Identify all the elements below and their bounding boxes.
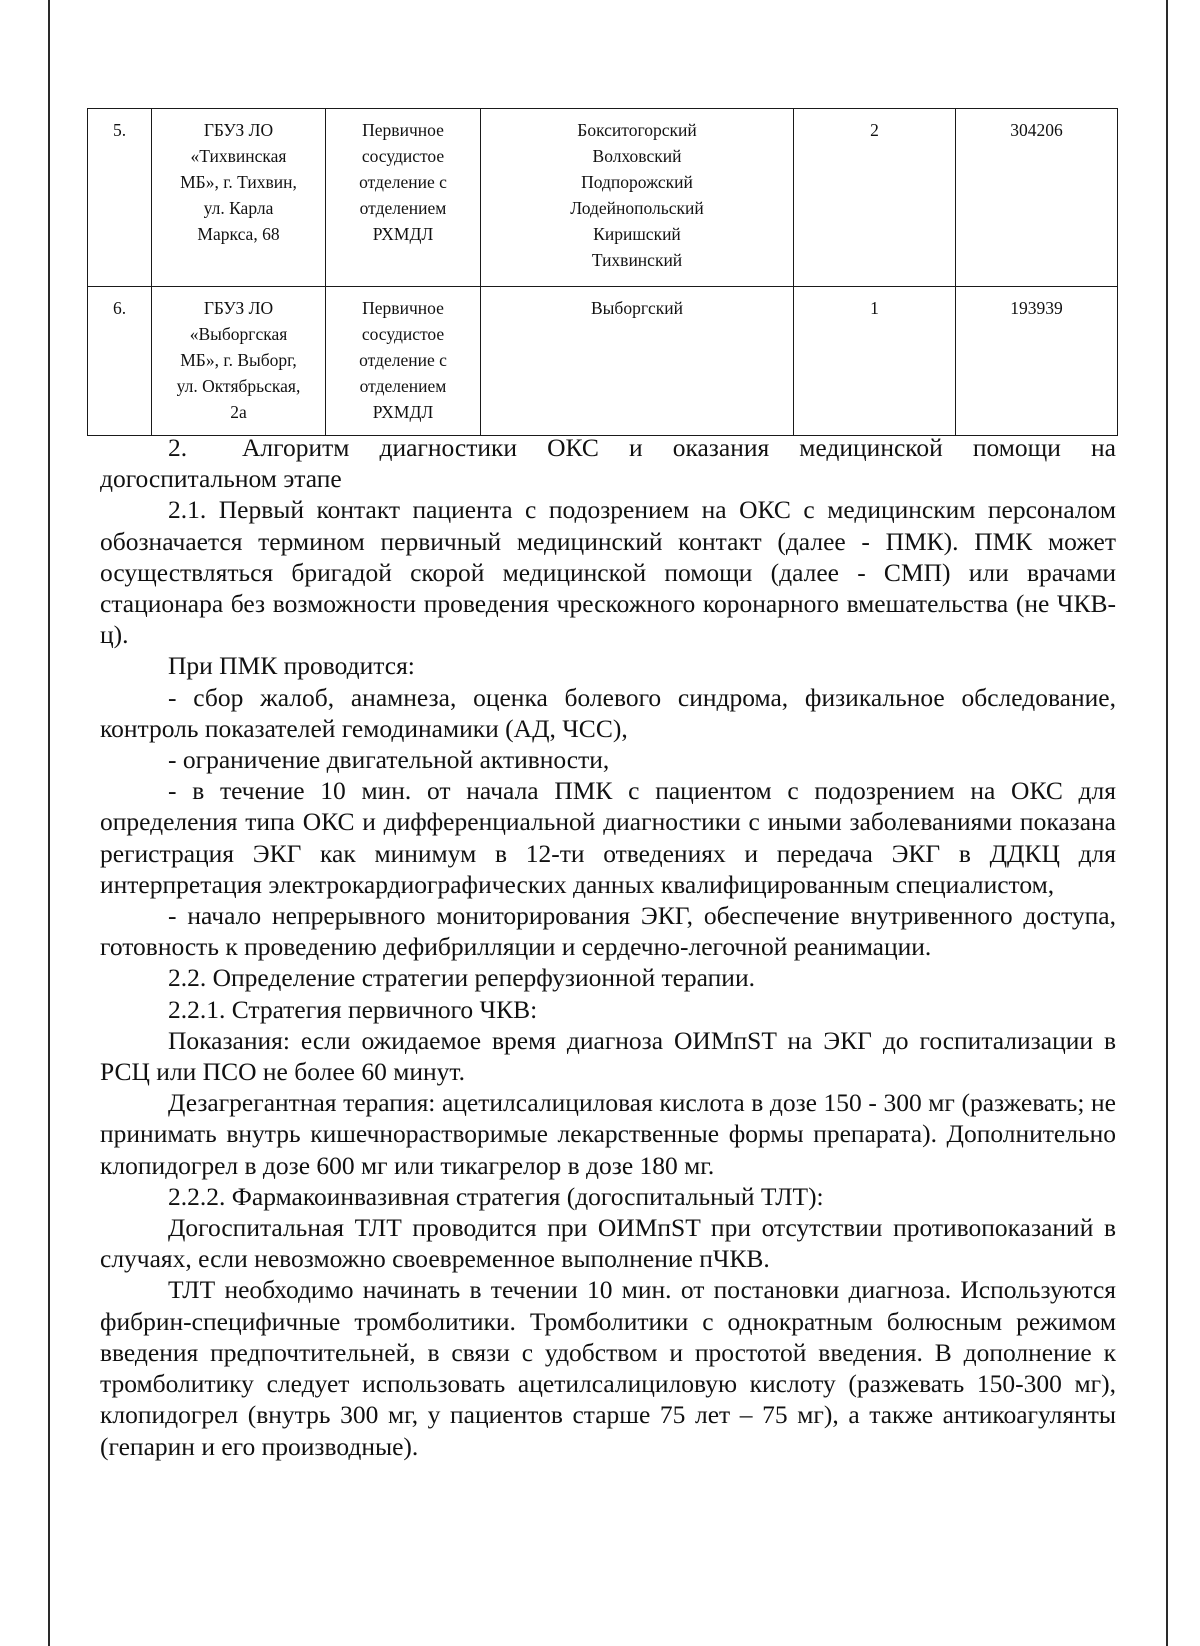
list-item: - сбор жалоб, анамнеза, оценка болевого синдрома, физикальное обследование, контроль показателей гемодинамики (АД, ЧСС),	[100, 682, 1116, 743]
section-heading	[100, 432, 1116, 494]
districts-cell: Выборгский	[481, 287, 794, 436]
scan-border-right	[1166, 0, 1168, 1646]
facilities-table	[87, 108, 1118, 436]
pmk-intro: При ПМК проводится:	[168, 651, 415, 681]
department-cell: Первичное сосудистое отделение с отделением РХМДЛ	[326, 287, 481, 436]
institution-cell: ГБУЗ ЛО «Тихвинская МБ», г. Тихвин, ул. Карла Маркса, 68	[152, 109, 326, 287]
paragraph-2-2-2: 2.2.2. Фармакоинвазивная стратегия (догоспитальный ТЛТ):	[168, 1181, 824, 1211]
row-number: 5.	[88, 109, 152, 287]
row-number: 6.	[88, 287, 152, 436]
section-number: 2.	[168, 433, 188, 462]
institution-cell: ГБУЗ ЛО «Выборгская МБ», г. Выборг, ул. Октябрьская, 2а	[152, 287, 326, 436]
document-body	[100, 432, 1116, 1462]
paragraph-2-1: 2.1. Первый контакт пациента с подозрением на ОКС с медицинским персоналом обозначается термином первичный медицинский контакт (далее - ПМК). ПМК может осуществляться бригадой скорой медицинской помощи (далее - СМП) или врачами стационара без возможности проведения чрескожного коронарного вмешательства (не ЧКВ-ц).	[100, 495, 1116, 650]
scan-border-left	[48, 0, 50, 1646]
table-row	[88, 109, 1118, 287]
count-cell: 1	[794, 287, 956, 436]
prehospital-paragraph: Догоспитальная ТЛТ проводится при ОИМпST при отсутствии противопоказаний в случаях, если невозможно своевременное выполнение пЧКВ.	[100, 1213, 1116, 1274]
section-title: Алгоритм диагностики ОКС и оказания медицинской помощи на догоспитальном этапе	[100, 433, 1116, 494]
department-cell: Первичное сосудистое отделение с отделением РХМДЛ	[326, 109, 481, 287]
antiplatelet-paragraph: Дезагрегантная терапия: ацетилсалициловая кислота в дозе 150 - 300 мг (разжевать; не принимать внутрь кишечнорастворимые лекарственные формы препарата). Дополнительно клопидогрел в дозе 600 мг или тикагрелор в дозе 180 мг.	[100, 1088, 1116, 1180]
paragraph-2-2-1: 2.2.1. Стратегия первичного ЧКВ:	[168, 994, 538, 1024]
table-row	[88, 287, 1118, 436]
count-cell: 2	[794, 109, 956, 287]
population-cell: 193939	[956, 287, 1118, 436]
list-item: - начало непрерывного мониторирования ЭКГ, обеспечение внутривенного доступа, готовность к проведению дефибрилляции и сердечно-легочной реанимации.	[100, 901, 1116, 962]
paragraph-2-2: 2.2. Определение стратегии реперфузионной терапии.	[168, 963, 755, 993]
tlt-paragraph: ТЛТ необходимо начинать в течении 10 мин. от постановки диагноза. Используются фибрин-специфичные тромболитики. Тромболитики с однократным болюсным режимом введения предпочтительней, в связи с удобством и простотой введения. В дополнение к тромболитику следует использовать ацетилсалициловую кислоту (разжевать 150-300 мг), клопидогрел (внутрь 300 мг, у пациентов старше 75 лет – 75 мг), а также антикоагулянты (гепарин и его производные).	[100, 1275, 1116, 1461]
list-item: - ограничение двигательной активности,	[168, 745, 610, 775]
districts-cell: Бокситогорский Волховский Подпорожский Лодейнопольский Киришский Тихвинский	[481, 109, 794, 287]
population-cell: 304206	[956, 109, 1118, 287]
indications-paragraph: Показания: если ожидаемое время диагноза ОИМпST на ЭКГ до госпитализации в РСЦ или ПСО не более 60 минут.	[100, 1025, 1116, 1087]
list-item: - в течение 10 мин. от начала ПМК с пациентом с подозрением на ОКС для определения типа ОКС и дифференциальной диагностики с иными заболеваниями показана регистрация ЭКГ как минимум в 12-ти отведениях и передача ЭКГ в ДДКЦ для интерпретация электрокардиографических данных квалифицированным специалистом,	[100, 776, 1116, 899]
